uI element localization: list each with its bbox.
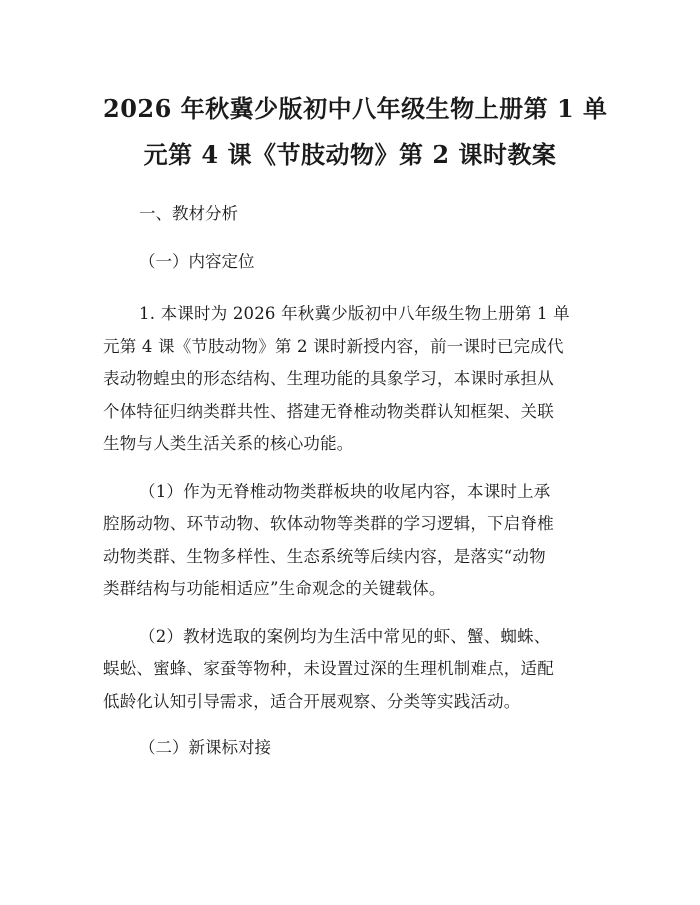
paragraph-point-2 [103,621,597,719]
title-line-1: 2026 年秋冀少版初中八年级生物上册第 1 单 [103,94,608,123]
subsection-heading-content-positioning: （一）内容定位 [139,252,255,271]
paragraph-point-1 [103,476,597,606]
paragraph-line: 蜈蚣、蜜蜂、家蚕等物种，未设置过深的生理机制难点，适配 [103,659,554,678]
paragraph-line: 1. 本课时为 2026 年秋冀少版初中八年级生物上册第 1 单 [139,304,570,323]
paragraph-line: 腔肠动物、环节动物、软体动物等类群的学习逻辑，下启脊椎 [103,514,554,533]
paragraph-line: （2）教材选取的案例均为生活中常见的虾、蟹、蜘蛛、 [139,626,551,646]
paragraph-line: 生物与人类生活关系的核心功能。 [103,434,354,453]
paragraph-line: （1）作为无脊椎动物类群板块的收尾内容，本课时上承 [139,481,551,501]
subsection-heading-curriculum-standards: （二）新课标对接 [139,738,271,757]
paragraph-lesson-overview [103,298,597,461]
paragraph-line: 类群结构与功能相适应”生命观念的关键载体。 [103,579,446,598]
paragraph-line: 动物类群、生物多样性、生态系统等后续内容，是落实“动物 [103,546,546,566]
section-heading-textbook-analysis: 一、教材分析 [139,204,238,223]
title-line-2: 元第 4 课《节肢动物》第 2 课时教案 [143,140,557,169]
paragraph-line: 低龄化认知引导需求，适合开展观察、分类等实践活动。 [103,691,521,711]
paragraph-line: 元第 4 课《节肢动物》第 2 课时新授内容，前一课时已完成代 [103,336,564,356]
paragraph-line: 表动物蝗虫的形态结构、生理功能的具象学习，本课时承担从 [103,369,554,388]
paragraph-line: 个体特征归纳类群共性、搭建无脊椎动物类群认知框架、关联 [103,401,554,421]
document-title [103,86,608,178]
